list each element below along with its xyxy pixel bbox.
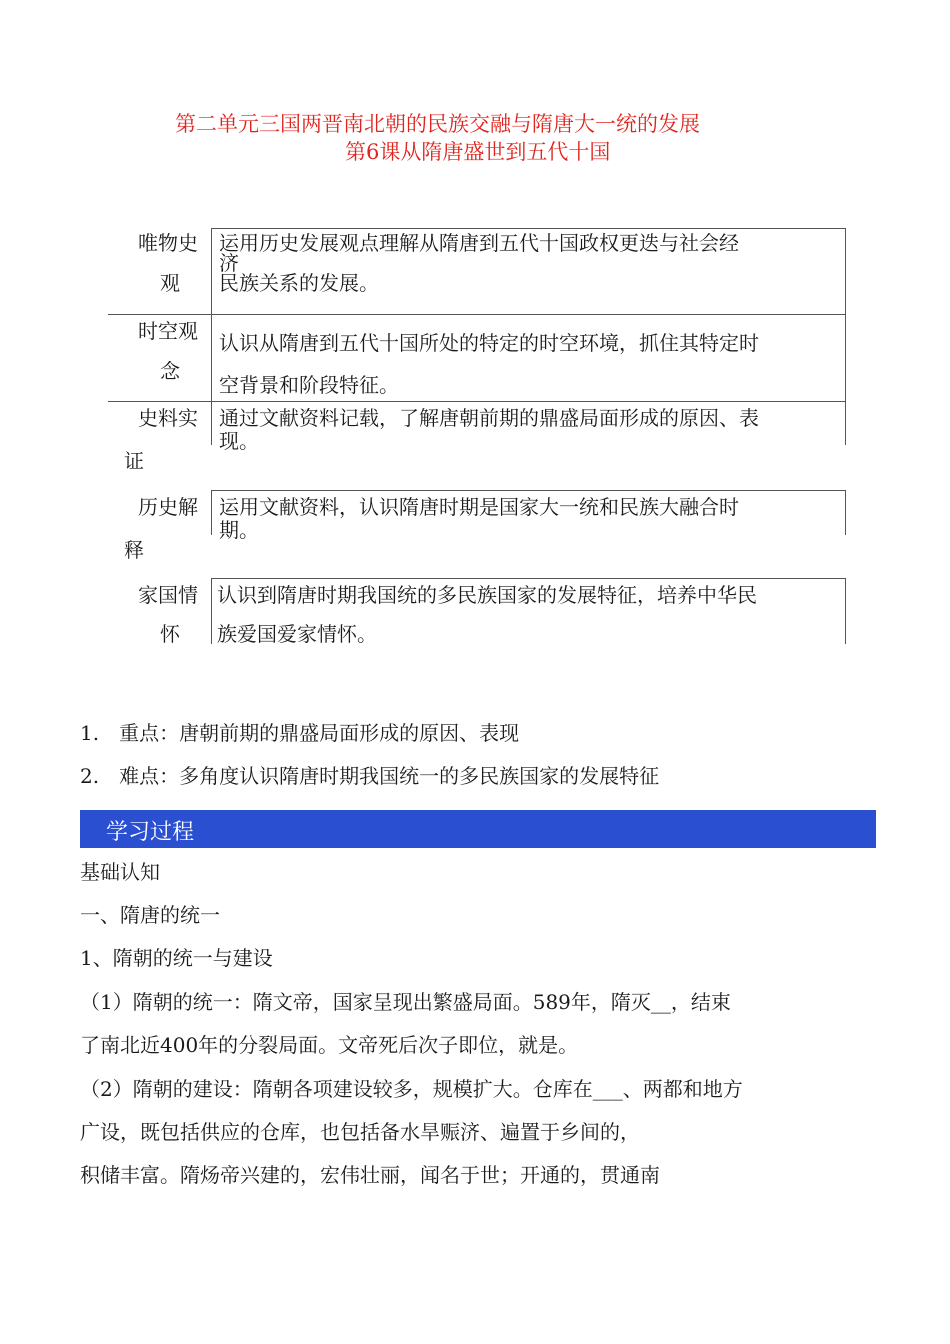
objective-label: 释	[124, 538, 144, 562]
table-border	[108, 401, 845, 402]
objective-text: 认识从隋唐到五代十国所处的特定的时空环境，抓住其特定时	[219, 331, 759, 355]
section-banner	[80, 810, 876, 848]
objective-label: 历史解	[138, 495, 198, 519]
section-heading: 基础认知	[80, 860, 160, 884]
objective-label: 观	[160, 271, 180, 295]
paragraph-line: （2）隋朝的建设：隋朝各项建设较多，规模扩大。仓库在___、两都和地方	[80, 1077, 743, 1101]
objective-label: 史料实	[138, 406, 198, 430]
key-point: 2. 难点：多角度认识隋唐时期我国统一的多民族国家的发展特征	[80, 764, 660, 788]
objective-label: 时空观	[138, 319, 198, 343]
subsection-heading: 1、隋朝的统一与建设	[80, 946, 273, 970]
unit-title: 第二单元三国两晋南北朝的民族交融与隋唐大一统的发展	[175, 112, 700, 136]
paragraph-line: 了南北近400年的分裂局面。文帝死后次子即位，就是。	[80, 1033, 579, 1057]
table-divider	[211, 314, 212, 401]
paragraph-line: 积储丰富。隋炀帝兴建的，宏伟壮丽，闻名于世；开通的，贯通南	[80, 1163, 660, 1187]
table-border	[211, 490, 845, 491]
objective-text: 认识到隋唐时期我国统的多民族国家的发展特征，培养中华民	[217, 583, 757, 607]
table-border	[845, 228, 846, 314]
table-border	[211, 228, 845, 229]
table-border	[845, 314, 846, 401]
section-heading: 一、隋唐的统一	[80, 903, 220, 927]
table-border	[845, 490, 846, 535]
table-divider	[211, 490, 212, 535]
objective-label: 怀	[160, 622, 180, 646]
objective-text: 通过文献资料记载，了解唐朝前期的鼎盛局面形成的原因、表	[219, 406, 759, 430]
objective-text: 民族关系的发展。	[219, 271, 379, 295]
objective-text: 运用历史发展观点理解从隋唐到五代十国政权更迭与社会经	[219, 231, 739, 255]
section-banner-title: 学习过程	[106, 820, 195, 845]
objective-text: 运用文献资料，认识隋唐时期是国家大一统和民族大融合时	[219, 495, 739, 519]
table-divider	[211, 228, 212, 314]
objective-label: 唯物史	[138, 231, 198, 255]
objective-text: 空背景和阶段特征。	[219, 373, 399, 397]
table-divider	[211, 578, 212, 644]
objective-text-cut: 济	[219, 251, 239, 275]
objective-label: 家国情	[138, 583, 198, 607]
table-border	[845, 578, 846, 644]
table-divider	[211, 401, 212, 445]
objective-text-cut: 期。	[219, 518, 259, 542]
paragraph-line: 广设，既包括供应的仓库，也包括备水旱赈济、遍置于乡间的，	[80, 1120, 640, 1144]
table-border	[845, 401, 846, 445]
objective-text-cut: 现。	[219, 429, 259, 453]
objective-label: 证	[124, 449, 144, 473]
lesson-title: 第6课从隋唐盛世到五代十国	[345, 140, 611, 164]
table-border	[108, 314, 845, 315]
paragraph-line: （1）隋朝的统一：隋文帝，国家呈现出繁盛局面。589年，隋灭__，结束	[80, 990, 731, 1014]
table-border	[211, 578, 845, 579]
key-point: 1. 重点：唐朝前期的鼎盛局面形成的原因、表现	[80, 721, 520, 745]
objective-label: 念	[160, 359, 180, 383]
objective-text: 族爱国爱家情怀。	[217, 622, 377, 646]
